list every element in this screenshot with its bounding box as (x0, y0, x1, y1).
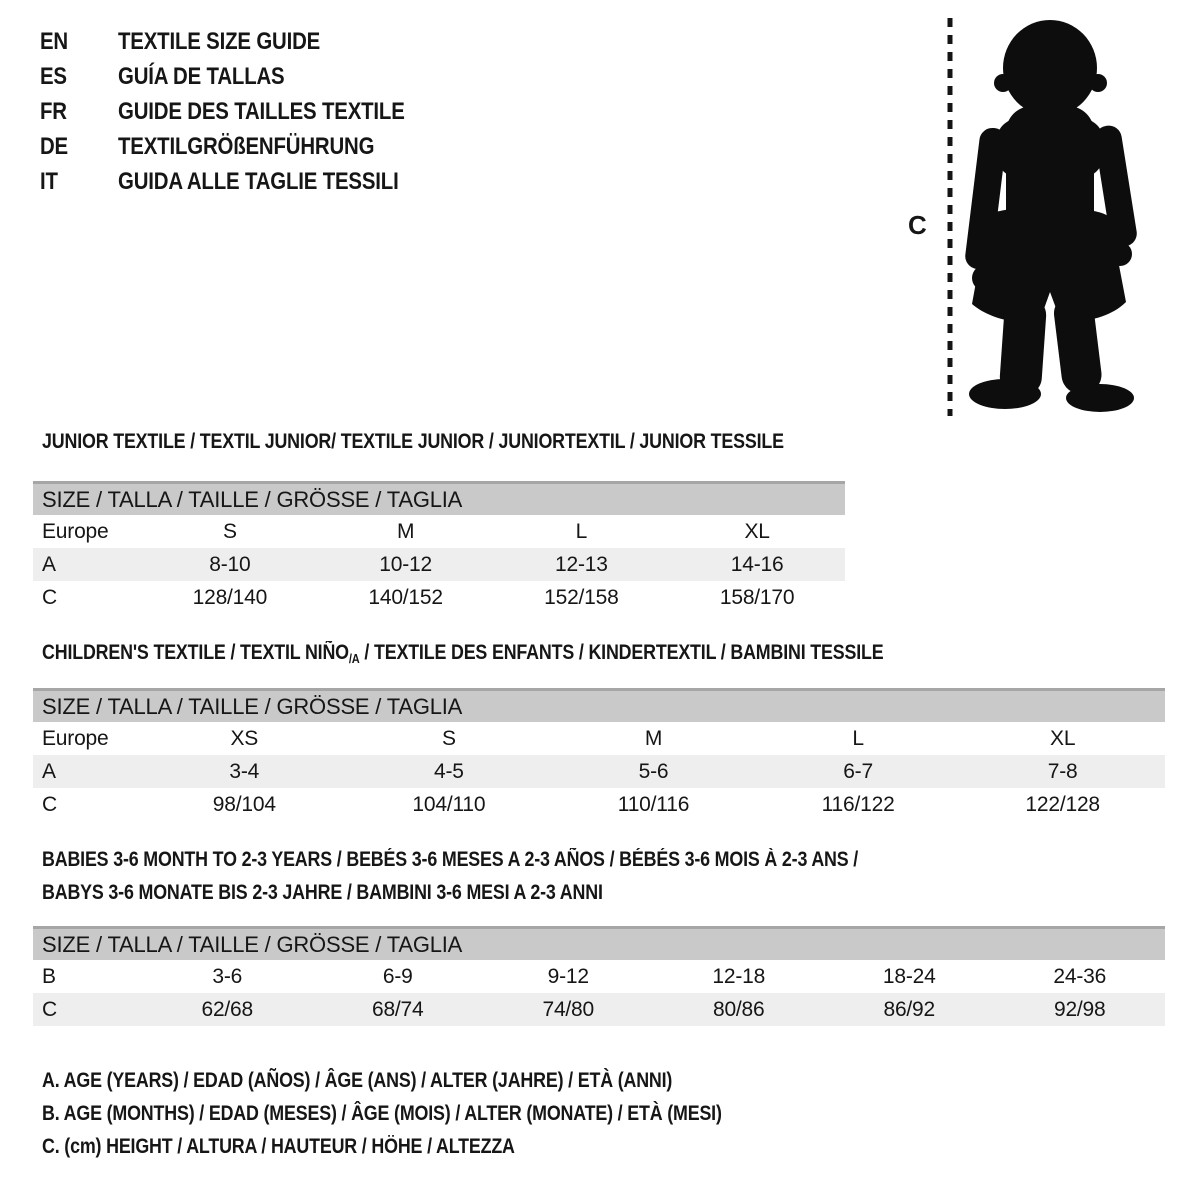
value-cell: 128/140 (192, 585, 268, 609)
row-label: C (42, 585, 57, 609)
value-cell: 12-18 (712, 964, 766, 988)
lang-title: GUIDA ALLE TAGLIE TESSILI (118, 167, 399, 195)
junior-size-table (33, 481, 845, 614)
value-cell: 4-5 (434, 759, 464, 783)
row-label: B (42, 964, 56, 988)
lang-code: ES (40, 62, 67, 90)
lang-row-en (40, 24, 455, 59)
table-row-europe (33, 515, 845, 548)
value-cell: 92/98 (1053, 997, 1106, 1021)
value-cell: 8-10 (209, 552, 251, 576)
lang-title: GUÍA DE TALLAS (118, 62, 285, 90)
value-cell: 12-13 (555, 552, 608, 576)
children-size-table (33, 688, 1165, 821)
row-label: C (42, 792, 57, 816)
lang-code: DE (40, 132, 69, 160)
lang-row-it (40, 164, 455, 199)
table-row-age (33, 755, 1165, 788)
lang-title: TEXTILGRÖßENFÜHRUNG (118, 132, 375, 160)
measure-label-c: C (908, 210, 927, 240)
children-heading-text (42, 641, 884, 671)
table-row-age (33, 548, 845, 581)
table-row-height (33, 993, 1165, 1026)
lang-title: TEXTILE SIZE GUIDE (118, 27, 321, 55)
row-label: Europe (42, 519, 109, 543)
height-figure (890, 0, 1200, 432)
value-cell: 6-9 (382, 964, 413, 988)
value-cell: 9-12 (547, 964, 589, 988)
children-heading-subscript: /A (348, 651, 360, 666)
junior-section-heading (42, 430, 915, 454)
legend-line-b: B. AGE (MONTHS) / EDAD (MESES) / ÂGE (MOIS) / ALTER (MONATE) / ETÀ (MESI) (42, 1102, 722, 1125)
lang-code: IT (40, 167, 58, 195)
legend-line-c: C. (cm) HEIGHT / ALTURA / HAUTEUR / HÖHE / ALTEZZA (42, 1135, 515, 1158)
size-cell: XL (744, 519, 770, 543)
value-cell: 98/104 (212, 792, 276, 816)
height-measure-line (946, 16, 954, 418)
junior-heading-text: JUNIOR TEXTILE / TEXTIL JUNIOR/ TEXTILE JUNIOR / JUNIORTEXTIL / JUNIOR TESSILE (42, 430, 784, 453)
babies-heading-line1: BABIES 3-6 MONTH TO 2-3 YEARS / BEBÉS 3-6 MESES A 2-3 AÑOS / BÉBÉS 3-6 MOIS À 2-3 ANS / (42, 848, 859, 871)
row-label: Europe (42, 726, 109, 750)
value-cell: 80/86 (712, 997, 765, 1021)
value-cell: 3-4 (229, 759, 260, 783)
value-cell: 5-6 (638, 759, 669, 783)
size-cell: L (852, 726, 864, 750)
lang-title: GUIDE DES TAILLES TEXTILE (118, 97, 405, 125)
children-heading-suffix: / TEXTILE DES ENFANTS / KINDERTEXTIL / BAMBINI TESSILE (359, 641, 884, 664)
size-cell: M (644, 726, 663, 750)
value-cell: 110/116 (617, 792, 690, 816)
language-title-list (40, 24, 455, 199)
size-table-header (33, 926, 1165, 960)
value-cell: 14-16 (730, 552, 784, 576)
value-cell: 18-24 (882, 964, 936, 988)
value-cell: 122/128 (1025, 792, 1100, 816)
table-row-height (33, 581, 845, 614)
babies-section-heading (42, 843, 1002, 909)
legend (42, 1064, 842, 1163)
value-cell: 7-8 (1047, 759, 1078, 783)
children-heading-prefix: CHILDREN'S TEXTILE / TEXTIL NIÑO (42, 641, 349, 664)
size-cell: S (441, 726, 456, 750)
row-label: C (42, 997, 57, 1021)
value-cell: 104/110 (412, 792, 486, 816)
size-header-text: SIZE / TALLA / TAILLE / GRÖSSE / TAGLIA (42, 486, 463, 512)
value-cell: 74/80 (542, 997, 595, 1021)
value-cell: 62/68 (201, 997, 254, 1021)
value-cell: 6-7 (843, 759, 873, 783)
toddler-silhouette-icon (958, 16, 1140, 416)
babies-size-table (33, 926, 1165, 1026)
value-cell: 116/122 (821, 792, 895, 816)
size-cell: XS (230, 726, 259, 750)
lang-row-de (40, 129, 455, 164)
size-cell: XL (1050, 726, 1076, 750)
babies-heading-line2: BABYS 3-6 MONATE BIS 2-3 JAHRE / BAMBINI 3-6 MESI A 2-3 ANNI (42, 881, 603, 904)
table-row-height (33, 788, 1165, 821)
value-cell: 3-6 (212, 964, 243, 988)
value-cell: 10-12 (379, 552, 432, 576)
value-cell: 158/170 (719, 585, 795, 609)
table-row-months (33, 960, 1165, 993)
lang-row-fr (40, 94, 455, 129)
size-table-header (33, 481, 845, 515)
value-cell: 140/152 (368, 585, 443, 609)
table-row-europe (33, 722, 1165, 755)
row-label: A (42, 552, 56, 576)
size-header-text: SIZE / TALLA / TAILLE / GRÖSSE / TAGLIA (42, 931, 463, 957)
children-section-heading (42, 641, 1032, 671)
size-table-header (33, 688, 1165, 722)
lang-code: EN (40, 27, 69, 55)
size-cell: S (222, 519, 237, 543)
row-label: A (42, 759, 56, 783)
size-cell: M (396, 519, 415, 543)
value-cell: 152/158 (544, 585, 619, 609)
size-header-text: SIZE / TALLA / TAILLE / GRÖSSE / TAGLIA (42, 693, 463, 719)
value-cell: 86/92 (883, 997, 936, 1021)
size-cell: L (575, 519, 588, 543)
legend-line-a: A. AGE (YEARS) / EDAD (AÑOS) / ÂGE (ANS) / ALTER (JAHRE) / ETÀ (ANNI) (42, 1069, 673, 1092)
value-cell: 24-36 (1053, 964, 1107, 988)
value-cell: 68/74 (371, 997, 424, 1021)
lang-code: FR (40, 97, 67, 125)
lang-row-es (40, 59, 455, 94)
